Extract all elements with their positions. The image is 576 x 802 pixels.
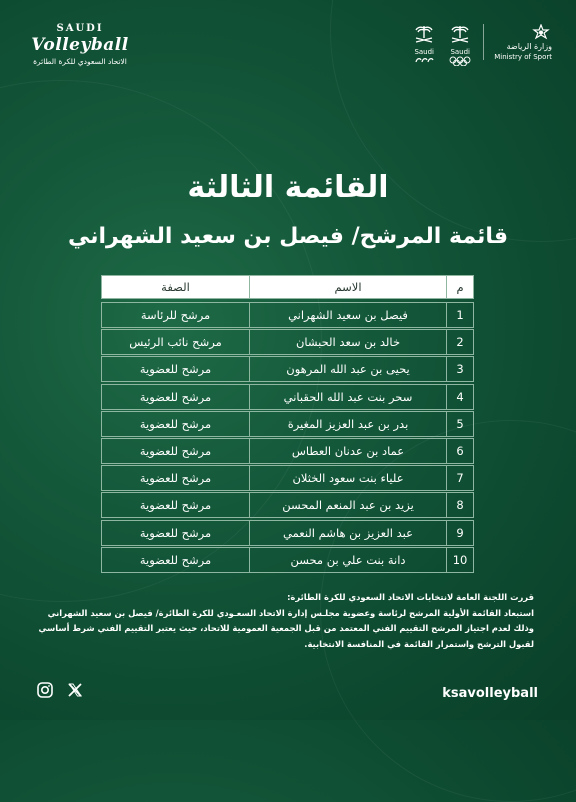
row-role: مرشح للعضوية (139, 443, 212, 458)
table-row (101, 329, 474, 355)
row-num: 1 (446, 303, 473, 327)
logo-divider (483, 24, 484, 60)
row-num: 6 (446, 439, 473, 463)
row-name: يزيد بن عبد المنعم المحسن (249, 493, 446, 517)
ministry-text (494, 24, 552, 62)
ministry-name-en: Ministry of Sport (494, 53, 552, 61)
paralympic-agitos-icon (414, 56, 434, 64)
saudi-paralympic-logo (411, 24, 437, 66)
page-title: القائمة الثالثة (187, 170, 389, 205)
brand-subtitle: الاتحاد السعودي للكرة الطائرة (33, 57, 127, 66)
table-row (101, 356, 474, 382)
row-name: بدر بن عبد العزيز المغيرة (249, 412, 446, 436)
row-role: مرشح للعضوية (139, 471, 212, 486)
table-row (101, 492, 474, 518)
ministry-of-sport-logo (494, 24, 552, 62)
palm-swords-icon (411, 24, 437, 46)
committee-decision-note (38, 590, 534, 652)
header-num: م (446, 276, 473, 298)
note-line: استبعاد القائمة الأولية المرشح لرئاسة وعضوية مجلـس إدارة الاتحاد السعـودي للكرة الطائرة/ فيصل بن سعيد الشهراني (47, 607, 534, 618)
header-name: الاسم (249, 276, 446, 298)
row-name: فيصل بن سعيد الشهراني (249, 303, 446, 327)
social-handle[interactable]: ksavolleyball (442, 686, 538, 701)
brand-logo-text (30, 20, 130, 54)
row-num: 8 (446, 493, 473, 517)
olympic-rings-icon (448, 56, 472, 66)
row-role: مرشح للعضوية (139, 525, 212, 540)
row-name: عبد العزيز بن هاشم النعمي (249, 521, 446, 545)
instagram-icon[interactable] (37, 682, 53, 702)
note-line: قررت اللجنة العامة لانتخابات الاتحاد السعودي للكرة الطائرة: (287, 592, 534, 602)
table-row (101, 547, 474, 573)
row-role: مرشح للعضوية (139, 416, 212, 431)
table-row (101, 465, 474, 491)
table-row (101, 384, 474, 410)
row-name: خالد بن سعد الحبشان (249, 330, 446, 354)
row-num: 2 (446, 330, 473, 354)
palm-swords-icon (447, 24, 473, 46)
table-row (101, 438, 474, 464)
row-role: مرشح للعضوية (139, 362, 212, 377)
page-subtitle: قائمة المرشح/ فيصل بن سعيد الشهراني (67, 224, 509, 249)
table-row (101, 520, 474, 546)
ministry-name-ar: وزارة الرياضة (506, 42, 552, 51)
row-num: 7 (446, 466, 473, 490)
row-name: علياء بنت سعود الخثلان (249, 466, 446, 490)
row-name: سحر بنت عبد الله الحقباني (249, 385, 446, 409)
partner-label: Saudi (450, 48, 470, 56)
row-name: عماد بن عدنان العطاس (249, 439, 446, 463)
row-name: يحيى بن عبد الله المرهون (249, 357, 446, 381)
table-header-row (101, 275, 474, 299)
row-num: 10 (446, 548, 473, 572)
partner-label: Saudi (414, 48, 434, 56)
partner-logos (411, 24, 552, 68)
row-num: 3 (446, 357, 473, 381)
saudi-volleyball-logo (30, 20, 130, 66)
x-icon[interactable] (67, 682, 83, 702)
brand-logo-main: Volleyball (31, 35, 129, 55)
row-num: 5 (446, 412, 473, 436)
table-row (101, 411, 474, 437)
row-role: مرشح نائب الرئيس (129, 335, 222, 350)
row-role: مرشح للعضوية (139, 389, 212, 404)
header-role: الصفة (161, 280, 190, 294)
note-line: لقبول الترشح واستمرار القائمة في المنافسة الانتخابية. (304, 638, 534, 649)
saudi-olympic-logo (447, 24, 473, 68)
note-line: وذلك لعدم اجتياز المرشح التقييم الفني المعتمد من قبل الجمعية العمومية للاتحاد، حيث يعتبر التقييم الفني شرط أساسي (38, 623, 534, 633)
brand-logo-top: SAUDI (56, 23, 104, 34)
social-links (37, 682, 83, 702)
row-role: مرشح للرئاسة (140, 308, 211, 322)
row-num: 9 (446, 521, 473, 545)
row-role: مرشح للعضوية (139, 552, 212, 567)
ministry-emblem-icon (530, 24, 552, 42)
row-role: مرشح للعضوية (139, 498, 212, 513)
candidates-table (101, 275, 474, 574)
table-row (101, 302, 474, 328)
footer (0, 682, 576, 706)
row-num: 4 (446, 385, 473, 409)
row-name: دانة بنت علي بن محسن (249, 548, 446, 572)
